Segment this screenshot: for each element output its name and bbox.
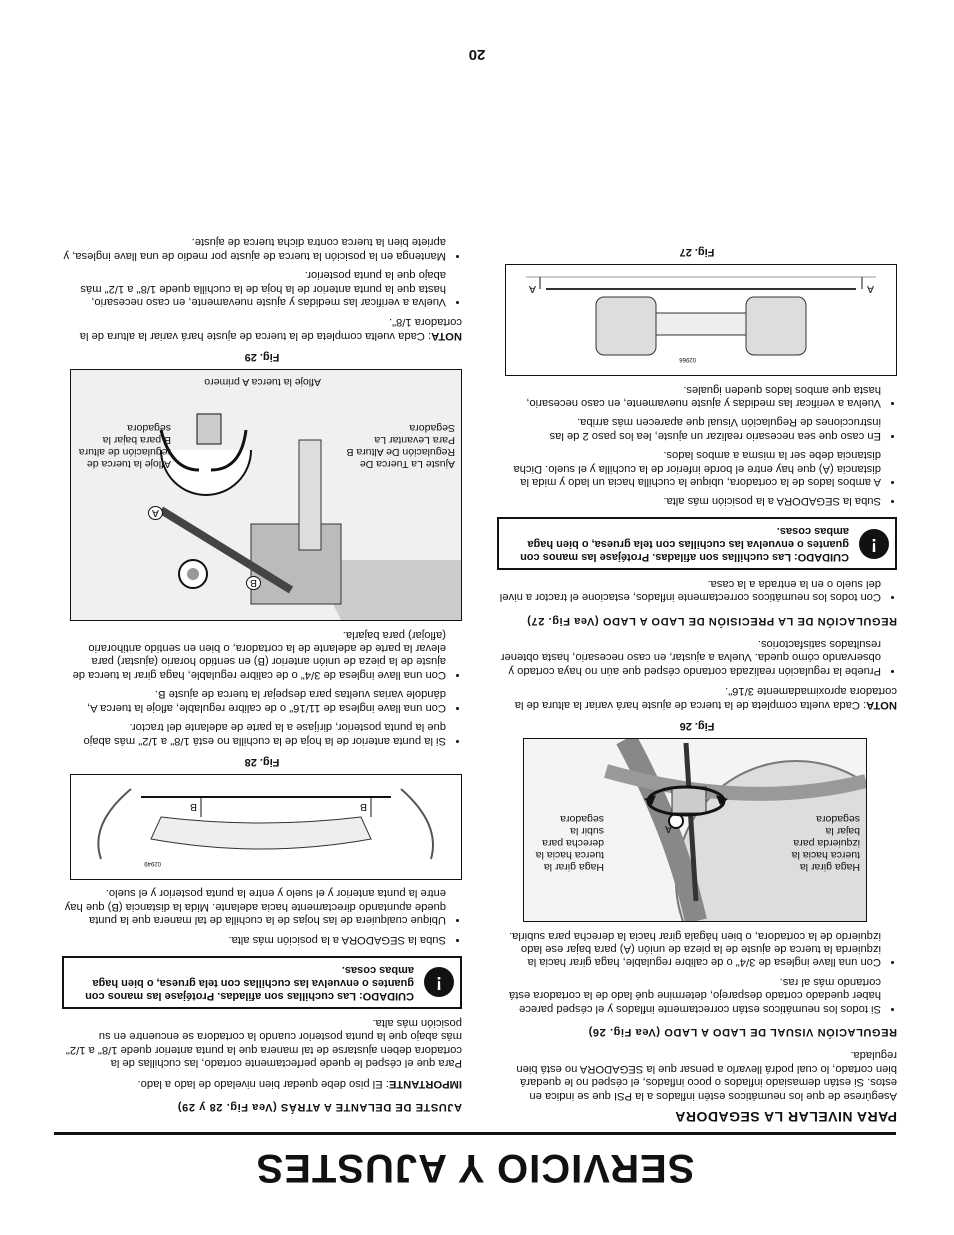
- list-item: • Vuelva a verificar las medidas y ajuste nuevamente, en caso necesario, hasta que la punta anterior de la hoja de la cuchilla quede 1/8" a 1/2" más abajo que la punta posterior.: [62, 268, 446, 308]
- fig-28: [70, 774, 462, 880]
- warning-icon: !: [859, 529, 889, 559]
- fig-27-label-a-right: A: [528, 283, 536, 296]
- front-back-list-3: [62, 235, 462, 308]
- note-text: : Cada vuelta completa de la tuerca de ajuste hará variar la altura de la cortadora aproximadamente 3/16".: [514, 685, 897, 711]
- blade-pitch-para: Para que el césped le quede perfectamente cortado, las cuchillas de la cortadora deben ajustarse de tal manera que la punta anterior quede 1/8" a 1/2" más abajo que la punta posterior cuando la cortadora se encuentre en su posición más alta.: [65, 1016, 462, 1070]
- list-item: • Con una llave inglesa de 3/4" o de calibre regulable, haga girar hacia la izquierda la tuerca de ajuste de la pieza de unión (A) para bajar ese lado izquierdo de la cortadora, o bien hágala girar hacia la derecha para subirla.: [497, 928, 881, 968]
- fig-26-label-right: Haga girar la tuerca hacia la derecha para subir la segadora: [535, 813, 604, 874]
- list-item: • En caso que sea necesario realizar un ajuste, lea los paso 2 de las instrucciones de Regulación Visual que aparecen más arriba.: [497, 415, 881, 442]
- note-text: : Cada vuelta completa de la tuerca de ajuste hará variar la altura de la cortadora 1/8".: [79, 316, 462, 342]
- leveling-column: [497, 237, 897, 1123]
- title-bar: [54, 1132, 896, 1190]
- list-item: • Ubique cualquiera de las hojas de la cuchilla de tal manera que la punta quede apuntando directamente hacia adelante. Mida la distancia (B) que hay entre la punta anterior y el suelo y entre la punta posterior y el suelo.: [62, 886, 446, 926]
- fig-28-illustration: [71, 775, 461, 879]
- fig-28-label-b-left: B: [359, 800, 367, 813]
- list-item: • Suba la SEGADORA a la posición más alta.: [62, 932, 446, 945]
- front-back-list-2: [62, 627, 462, 746]
- tire-intro: Asegúrese de que los neumáticos estén inflados a la PSI que se indica en estos. Si están demasiado inflados o poco inflados, el césped no le quedará bien cortado, lo cual podrá llevarlo a pensar que la SEGADORA no está bien regulada.: [516, 1049, 897, 1102]
- fig-26: [523, 738, 867, 922]
- caution-box: [497, 517, 897, 570]
- precision-list-2: [497, 382, 897, 507]
- list-item: • Vuelva a verificar las medidas y ajuste nuevamente, en caso necesario, hasta que ambos lados queden iguales.: [497, 382, 881, 409]
- front-to-back-heading: AJUSTE DE DELANTE A ATRÁS (Vea Fig. 28 y 29): [177, 1101, 462, 1113]
- leveling-heading: PARA NIVELAR LA SEGADORA: [674, 1109, 897, 1125]
- visual-adjust-heading: REGULACIÓN VISUAL DE LADO A LADO (Vea Fig. 26): [588, 1025, 897, 1038]
- caution-box: [62, 956, 462, 1009]
- fig-28-label-b-right: B: [189, 800, 197, 813]
- fig-29-label-a: A: [148, 506, 163, 520]
- important-label: IMPORTANTE: [388, 1077, 462, 1090]
- visual-adjust-list-2: [497, 637, 897, 677]
- list-item: • Con todos los neumáticos correctamente inflados, estacione el tractor a nivel del suelo o en la entrada a la casa.: [497, 576, 881, 603]
- fig-29-label-left: Ajuste La Tuerca De Regulación De Altura B Para Levantar La Segadora: [346, 422, 455, 471]
- list-item: • Si todos los neumáticos están correctamente inflados y el césped parece haber quedado cortado desparejo, determine qué lado de la cortadora está cortando más al ras.: [497, 974, 881, 1014]
- page-number: 20: [468, 46, 486, 63]
- front-back-list-1: [62, 886, 462, 946]
- fig-29-label-b: B: [246, 576, 261, 590]
- fig-28-code: 02949: [144, 859, 161, 866]
- warning-icon: !: [424, 967, 454, 997]
- visual-adjust-list: [497, 928, 897, 1014]
- fig-28-caption: Fig. 28: [244, 755, 280, 768]
- fig-27: [505, 264, 897, 376]
- list-item: • Si la punta anterior de la hoja de la cuchilla no está 1/8" a 1/2" más abajo que la punta posterior, diríjase a la parte de adelante del tractor.: [62, 720, 446, 747]
- page-title: SERVICIO Y AJUSTES: [255, 1146, 695, 1190]
- fig-29-caption: Fig. 29: [244, 351, 280, 364]
- list-item: • Con una llave inglesa de 3/4" o de calibre regulable, haga girar la tuerca de ajuste de la pieza de unión anterior (B) en sentido horario (ajustar) para elevar la parte de adelante de la cortadora, o bien en sentido antihorario (aflojar) para bajarla.: [62, 627, 446, 681]
- fig-26-caption: Fig. 26: [679, 720, 715, 733]
- fig-29-label-top: Afloje la tuerca A primero: [204, 376, 321, 389]
- fig-27-label-a-left: A: [866, 283, 874, 296]
- list-item: • Mantenga en la posición la tuerca de ajuste por medio de una llave inglesa, y apriete bien la tuerca contra dicha tuerca de ajuste.: [62, 235, 446, 262]
- caution-text: CUIDADO: Las cuchillas son afiladas. Protéjase las manos con guantes o envuelva las cuchillas con tela gruesa, o bien haga ambas cosas.: [85, 963, 414, 1002]
- fig-27-caption: Fig. 27: [679, 246, 715, 259]
- fig-27-illustration: [506, 265, 896, 375]
- list-item: • Con una llave inglesa de 11/16" o de calibre regulable, afloje la tuerca A, dándole varias vueltas para despejar la tuerca de ajuste B.: [62, 687, 446, 714]
- fig-29-label-right: Afloje la tuerca de regulación de altura B para bajar la segadora: [78, 422, 171, 471]
- list-item: • Suba la SEGADORA a la posición más alta.: [497, 494, 881, 507]
- fig-29: [70, 369, 462, 621]
- fig-29-illustration: [71, 370, 461, 620]
- fig-27-code: 02966: [679, 356, 696, 363]
- fig-26-label-left: Haga girar la tuerca hacia la izquierda para bajar la segadora: [791, 813, 860, 874]
- fig-26-label-a: A: [664, 823, 672, 836]
- caution-text: CUIDADO: Las cuchillas son afiladas. Protéjase las manos con guantes o envuelva las cuchillas con tela gruesa, o bien haga ambas cosas.: [520, 525, 849, 564]
- note-29: [62, 315, 462, 342]
- list-item: • A ambos lados de la cortadora, ubique la cuchilla hacia un lado y mida la distancia (A) que hay entre el borde inferior de la cuchilla y el suelo. Dicha distancia debe ser la misma a ambos lados.: [497, 448, 881, 488]
- note-label: NOTA: [866, 698, 897, 711]
- note-26: [497, 684, 897, 711]
- list-item: • Pruebe la regulación realizada cortando césped que aún no haya cortado y observando cómo queda. Vuelva a ajustar, en caso necesario, hasta obtener resultados satisfactorios.: [497, 637, 881, 677]
- precision-heading: REGULACIÓN DE LA PRECISIÓN DE LADO A LADO (Vea Fig. 27): [526, 614, 897, 627]
- front-to-back-column: [62, 229, 462, 1123]
- important-text: : El piso debe quedar bien nivelado de lado a lado.: [137, 1077, 389, 1090]
- note-label: NOTA: [431, 329, 462, 342]
- precision-list-1: [497, 576, 897, 603]
- important-note: [62, 1076, 462, 1089]
